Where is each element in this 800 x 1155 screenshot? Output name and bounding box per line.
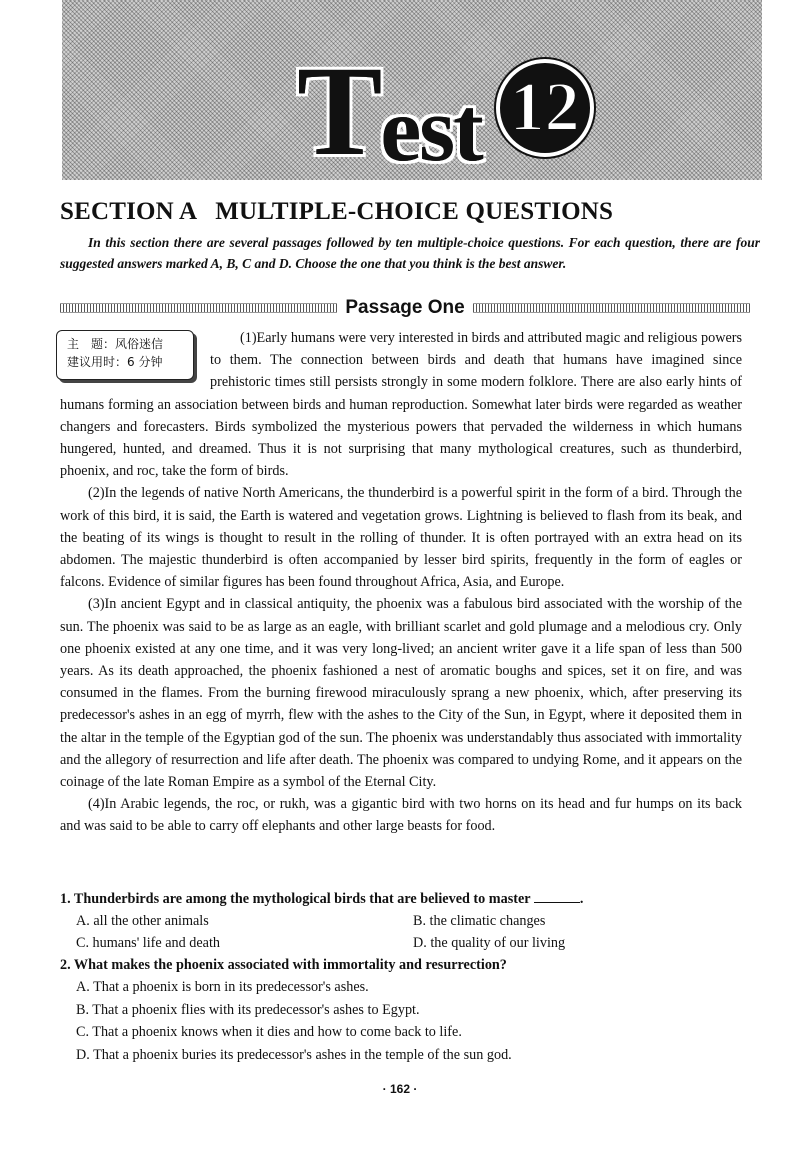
option-d[interactable]: D. the quality of our living (413, 935, 566, 951)
answer-blank (534, 890, 580, 903)
option-c[interactable]: C. That a phoenix knows when it dies and how to come back to life. (76, 1024, 462, 1040)
divider-right (473, 303, 750, 313)
option-row (60, 932, 750, 954)
paragraph-4: (4)In Arabic legends, the roc, or rukh, was a gigantic bird with two horns on its head and fur humps on its back and was said to be able to carry off elephants and other large beasts for food. (60, 796, 742, 835)
question-stem: 2. What makes the phoenix associated with immortality and resurrection? (60, 957, 507, 973)
passage-topic: 主 题：风俗迷信 (67, 337, 164, 351)
section-directions: In this section there are several passages followed by ten multiple-choice questions. For each question, there are four suggested answers marked A, B, C and D. Choose the one that you think is the best answer. (60, 235, 760, 271)
passage-header (60, 294, 750, 322)
option-a[interactable]: A. all the other animals (76, 913, 209, 929)
question-1-stem-end: . (579, 891, 584, 907)
question-1 (60, 888, 750, 954)
passage-body (60, 327, 742, 838)
paragraph-3: (3)In ancient Egypt and in classical antiquity, the phoenix was a fabulous bird associated with the worship of the sun. The phoenix was said to be as large as an eagle, with brilliant scarlet and gold plumage and a melodious cry. Only one phoenix existed at any one time, and it was very long-lived; an ancient writer gave it a life span of less than 500 years. As its death approached, the phoenix fashioned a nest of aromatic boughs and spices, set it on fire, and was consumed in the flames. From the burning firewood miraculously sprang a new phoenix, which, after preserving its predecessor's ashes in an egg of myrrh, flew with the ashes to the City of the Sun, in Egypt, where it deposited them in the altar in the temple of the Egyptian god of the sun. The phoenix was understandably thus associated with immortality and the allegory of resurrection and life after death. The phoenix was compared to undying Rome, and it appears on the coinage of the late Roman Empire as a symbol of the Eternal City. (60, 596, 742, 791)
option-b[interactable]: B. the climatic changes (413, 913, 546, 929)
passage-suggested-time: 建议用时：6 分钟 (67, 355, 163, 369)
paragraph-2: (2)In the legends of native North Americans, the thunderbird is a powerful spirit in the form of a bird. Through the work of this bird, it is said, the Earth is watered and vegetation grows. Lightning is believed to flash from its beak, and the beating of its wings is thought to result in the rolling of thunder. It is often portrayed with an extra head on its abdomen. The majestic thunderbird is often accompanied by lesser bird spirits, frequently in the form of eagles or falcons. Evidence of similar figures has been found throughout Africa, Asia, and Europe. (60, 485, 742, 591)
option-c[interactable]: C. humans' life and death (76, 935, 221, 951)
question-stem (60, 888, 750, 910)
passage-title: Passage One (345, 297, 465, 318)
test-number: 12 (509, 69, 580, 146)
option-a[interactable]: A. That a phoenix is born in its predecessor's ashes. (76, 979, 369, 995)
paragraph-1: (1)Early humans were very interested in birds and attributed magic and religious powers to them. The connection between birds and death that humans have imagined since prehistoric times still persists strongly in some modern folklore. There are also early hints of humans forming an association between birds and human reproduction. Somewhat later birds were regarded as weather changers and forecasters. Birds symbolized the mysterious powers that pervaded the wilderness in which humans hungered, hunted, and dreamed. Thus it is not surprising that many mythological creatures, such as thunderbird, phoenix, and roc, take the form of birds. (60, 330, 742, 480)
question-2 (60, 954, 750, 1066)
page-number: · 162 · (382, 1082, 418, 1096)
test-title-word: est (380, 78, 482, 180)
info-box-spacer (60, 327, 210, 389)
header-banner (62, 0, 762, 180)
test-title (297, 40, 594, 182)
section-title: SECTION A MULTIPLE-CHOICE QUESTIONS (60, 198, 614, 225)
test-number-badge (496, 59, 594, 157)
option-row (60, 910, 750, 932)
questions (60, 888, 750, 1066)
option-b[interactable]: B. That a phoenix flies with its predecessor's ashes to Egypt. (76, 1001, 420, 1018)
test-title-letter: T (297, 40, 381, 182)
divider-left (60, 303, 337, 313)
option-d[interactable]: D. That a phoenix buries its predecessor's ashes in the temple of the sun god. (76, 1046, 512, 1063)
question-1-stem-text: 1. Thunderbirds are among the mythological birds that are believed to master (60, 891, 531, 907)
